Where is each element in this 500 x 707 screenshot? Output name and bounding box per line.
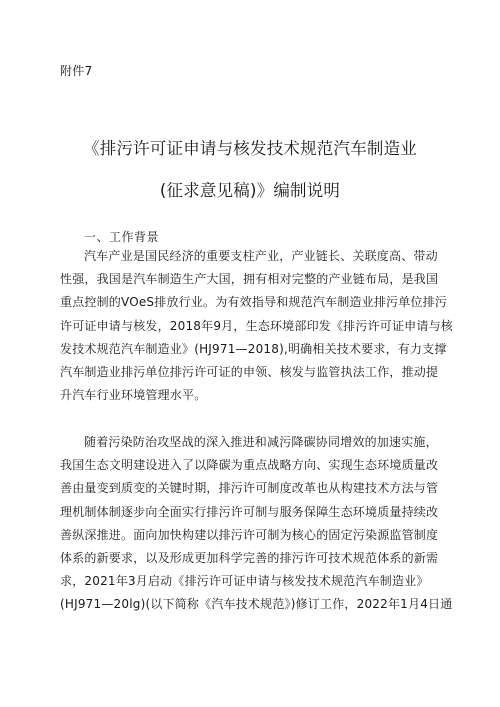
paragraph-line: 性强，我国是汽车制造生产大国，拥有相对完整的产业链布局，是我国	[60, 272, 439, 287]
paragraph-line: 重点控制的VOeS排放行业。为有效指导和规范汽车制造业排污单位排污	[60, 295, 448, 310]
paragraph-line: 许可证申请与核发，2018年9月，生态环境部印发《排污许可证申请与核	[60, 318, 453, 333]
document-title-line-1: 《排污许可证申请与核发技术规范汽车制造业	[83, 139, 417, 158]
paragraph-line: 善由量变到质变的关键时期，排污许可制度改革也从构建技术方法与管	[60, 481, 439, 496]
paragraph-line: 理机制体制逐步向全面实行排污许可制与服务保障生态环境质量持续改	[60, 504, 439, 519]
section-heading: 一、工作背景	[84, 230, 160, 244]
paragraph-line: 汽车制造业排污单位排污许可证的申领、核发与监管执法工作，推动提	[60, 365, 439, 380]
paragraph-line: 升汽车行业环境管理水平。	[60, 388, 207, 403]
document-title-line-2: (征求意见稿)》编制说明	[159, 181, 341, 200]
paragraph-line: 体系的新要求，以及形成更加科学完善的排污许可技术规范体系的新需	[60, 551, 439, 566]
paragraph-line: 发技术规范汽车制造业》(HJ971—2018),明确相关技术要求，有力支撑	[60, 341, 447, 356]
paragraph-line: 汽车产业是国民经济的重要支柱产业，产业链长、关联度高、带动	[84, 249, 438, 263]
paragraph-line: (HJ971—20lg)(以下简称《汽车技术规范》)修订工作，2022年1月4日通	[60, 597, 453, 612]
paragraph-line: 我国生态文明建设进入了以降碳为重点战略方向、实现生态环境质量改	[60, 458, 439, 473]
paragraph-2	[60, 431, 453, 617]
paragraph-line: 随着污染防治攻坚战的深入推进和减污降碳协同增效的加速实施，	[84, 435, 438, 449]
attachment-label: 附件7	[60, 64, 93, 78]
paragraph-line: 善纵深推进。面向加快构建以排污许可制为核心的固定污染源监管制度	[60, 527, 439, 542]
paragraph-line: 求，2021年3月启动《排污许可证申请与核发技术规范汽车制造业》	[60, 574, 429, 589]
paragraph-1	[60, 245, 453, 407]
